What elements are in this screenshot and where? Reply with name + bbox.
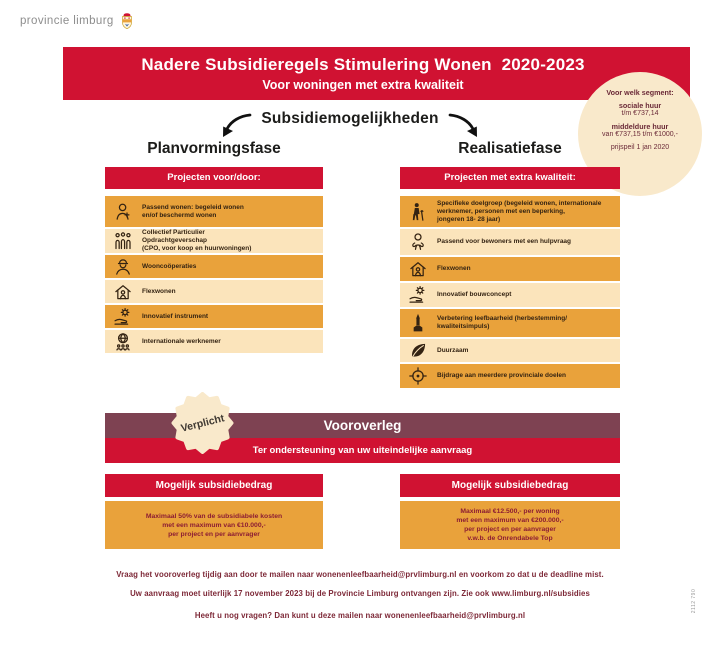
list-item <box>400 283 620 307</box>
list-item <box>105 305 323 328</box>
document-code: 2112 790 <box>691 588 697 614</box>
segment2-name: middeldure huur <box>611 122 669 131</box>
real-phase-list <box>400 196 620 388</box>
plan-phase-heading: Planvormingsfase <box>147 140 281 157</box>
item-label: Duurzaam <box>437 346 469 354</box>
house-person-icon <box>113 282 133 302</box>
segment2-range: van €737,15 t/m €1000,- <box>602 131 678 138</box>
footer-text: Uw aanvraag moet uiterlijk 17 november 2023 bij de Provincie Limburg ontvangen zijn. Zie ook <box>130 589 492 598</box>
item-label: Innovatief instrument <box>142 312 209 320</box>
logo-text: provincie limburg <box>20 15 114 27</box>
list-item <box>400 309 620 337</box>
page-subtitle: Voor woningen met extra kwaliteit <box>262 78 464 92</box>
email-link[interactable]: wonenenleefbaarheid@prvlimburg.nl <box>316 570 457 579</box>
plan-phase-list <box>105 196 323 353</box>
list-item <box>105 229 323 253</box>
church-tower-icon <box>408 313 428 333</box>
hand-gear-innovation-icon <box>408 285 428 305</box>
assisted-living-person-icon <box>113 202 133 222</box>
group-people-icon <box>113 231 133 251</box>
website-link[interactable]: www.limburg.nl/subsidies <box>491 589 590 598</box>
list-item <box>400 196 620 227</box>
footer-text: Vraag het vooroverleg tijdig aan door te mailen naar <box>116 570 317 579</box>
list-item <box>400 229 620 255</box>
target-icon <box>408 366 428 386</box>
plan-phase-bar: Projecten voor/door: <box>105 167 323 189</box>
verplicht-badge <box>171 392 234 454</box>
list-item <box>105 255 323 278</box>
item-label: Specifieke doelgroep (begeleid wonen, internationale werknemer, personen met een beperking, jongeren 18- 28 jaar) <box>437 199 602 223</box>
real-phase-bar: Projecten met extra kwaliteit: <box>400 167 620 189</box>
house-person-icon <box>408 259 428 279</box>
globe-people-icon <box>113 332 133 352</box>
plan-subsidy-heading: Mogelijk subsidiebedrag <box>105 474 323 497</box>
list-item <box>105 330 323 353</box>
hand-gear-innovation-icon <box>113 307 133 327</box>
leaf-icon <box>408 341 428 361</box>
person-care-icon <box>408 232 428 252</box>
real-subsidy-text: Maximaal €12.500,- per woning met een maximum van €200.000,- per project en per aanvrager v.w.b. de Onrendabele Top <box>400 501 620 549</box>
item-label: Bijdrage aan meerdere provinciale doelen <box>437 372 566 379</box>
item-label: Verbetering leefbaarheid (herbestemming/ kwaliteitsimpuls) <box>437 315 568 330</box>
item-label: Passend voor bewoners met een hulpvraag <box>437 238 572 245</box>
item-label: Wooncoöperaties <box>142 262 197 270</box>
vooroverleg-subtitle-bar: Ter ondersteuning van uw uiteindelijke aanvraag <box>105 438 620 463</box>
segment1-range: t/m €737,14 <box>621 110 659 117</box>
elderly-cane-icon <box>408 202 428 222</box>
price-note: prijspeil 1 jan 2020 <box>610 144 670 151</box>
item-label: Passend wonen: begeleid wonen en/of beschermd wonen <box>142 203 244 219</box>
footer-text: Heeft u nog vragen? Dan kunt u deze mailen naar <box>194 611 385 620</box>
real-subsidy-heading: Mogelijk subsidiebedrag <box>400 474 620 497</box>
plan-subsidy-text: Maximaal 50% van de subsidiabele kosten met een maximum van €10.000,- per project en per aanvrager <box>105 501 323 549</box>
list-item <box>105 280 323 303</box>
verplicht-badge-label: Verplicht <box>179 412 226 435</box>
footer-line-2 <box>0 589 720 598</box>
item-label: Flexwonen <box>437 265 471 272</box>
curved-arrow-left-icon <box>220 112 252 138</box>
item-label: Flexwonen <box>142 287 176 295</box>
list-item <box>400 339 620 362</box>
construction-worker-icon <box>113 257 133 277</box>
page-title: Nadere Subsidieregels Stimulering Wonen 2020-2023 <box>141 55 585 74</box>
item-label: Innovatief bouwconcept <box>437 291 512 298</box>
limburg-crest-icon <box>120 12 134 30</box>
footer-line-1 <box>0 570 720 579</box>
email-link[interactable]: wonenenleefbaarheid@prvlimburg.nl <box>384 611 526 620</box>
list-item <box>400 257 620 281</box>
item-label: Internationale werknemer <box>142 337 221 345</box>
curved-arrow-right-icon <box>448 112 480 138</box>
real-phase-heading: Realisatiefase <box>458 140 562 157</box>
vooroverleg-title-bar: Vooroverleg <box>105 413 620 438</box>
item-label: Collectief Particulier Opdrachtgeverschap (CPO, voor koop en huurwoningen) <box>142 229 252 252</box>
list-item <box>400 364 620 388</box>
segment-heading: Voor welk segment: <box>606 88 674 97</box>
subsidy-options-label: Subsidiemogelijkheden <box>261 110 439 127</box>
provincie-limburg-logo <box>20 12 134 30</box>
footer-text: en voorkom zo dat u de deadline mist. <box>456 570 604 579</box>
segment1-name: sociale huur <box>618 101 662 110</box>
list-item <box>105 196 323 227</box>
footer-line-3 <box>0 611 720 620</box>
